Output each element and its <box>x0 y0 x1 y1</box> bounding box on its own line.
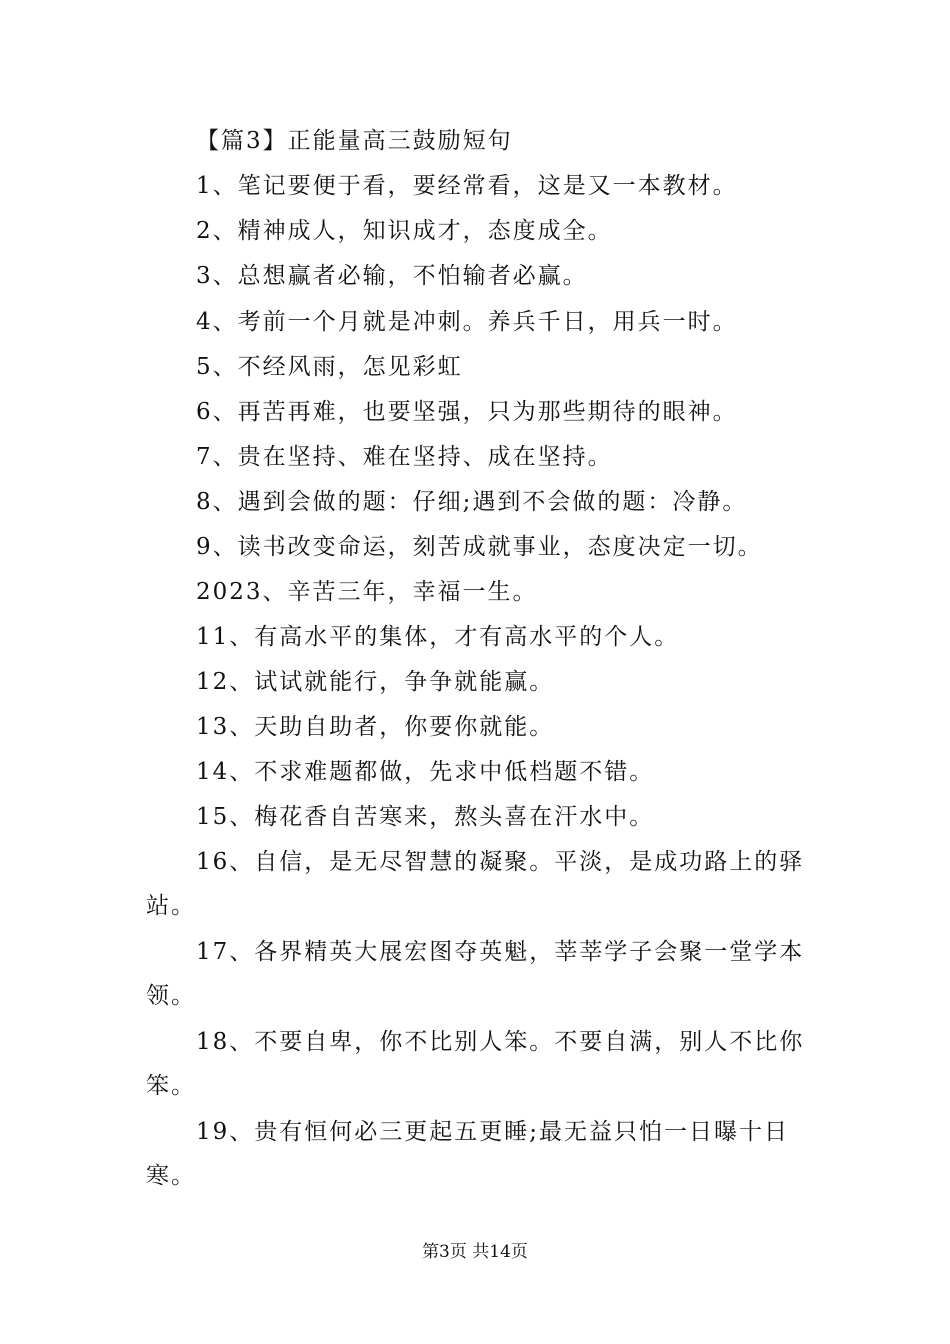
item-text-continued: 笨。 <box>146 1073 196 1099</box>
item-text: 13、天助自助者，你要你就能。 <box>196 714 555 740</box>
list-item <box>146 755 816 789</box>
item-text: 15、梅花香自苦寒来，熬头喜在汗水中。 <box>196 804 655 830</box>
item-text: 3、总想赢者必输，不怕输者必赢。 <box>196 263 588 289</box>
page-number-footer: 第3页 共14页 <box>422 1242 528 1262</box>
item-text: 19、贵有恒何必三更起五更睡;最无益只怕一日曝十日 <box>196 1119 790 1145</box>
item-text: 17、各界精英大展宏图夺英魁，莘莘学子会聚一堂学本 <box>196 939 805 965</box>
list-item <box>146 440 816 474</box>
section-title: 【篇3】正能量高三鼓励短句 <box>196 128 513 154</box>
list-item <box>146 259 816 293</box>
list-item <box>146 935 816 1013</box>
list-item <box>146 845 816 923</box>
item-text: 2、精神成人，知识成才，态度成全。 <box>196 218 613 244</box>
list-item <box>146 350 816 384</box>
item-text: 7、贵在坚持、难在坚持、成在坚持。 <box>196 444 613 470</box>
list-item <box>146 620 816 654</box>
list-item <box>146 169 816 203</box>
item-text: 9、读书改变命运，刻苦成就事业，态度决定一切。 <box>196 534 763 560</box>
list-item <box>146 1025 816 1103</box>
item-text: 8、遇到会做的题：仔细;遇到不会做的题：冷静。 <box>196 489 748 515</box>
item-text: 4、考前一个月就是冲刺。养兵千日，用兵一时。 <box>196 309 738 335</box>
item-text: 16、自信，是无尽智慧的凝聚。平淡，是成功路上的驿 <box>196 849 805 875</box>
item-text-continued: 领。 <box>146 983 196 1009</box>
list-item <box>146 575 816 609</box>
item-text: 5、不经风雨，怎见彩虹 <box>196 354 463 380</box>
item-text-continued: 站。 <box>146 893 196 919</box>
list-item <box>146 800 816 834</box>
list-item <box>146 710 816 744</box>
list-item <box>146 665 816 699</box>
list-item <box>146 305 816 339</box>
list-item <box>146 530 816 564</box>
list-item <box>146 395 816 429</box>
item-text: 18、不要自卑，你不比别人笨。不要自满，别人不比你 <box>196 1029 805 1055</box>
item-text: 1、笔记要便于看，要经常看，这是又一本教材。 <box>196 173 738 199</box>
item-text: 2023、辛苦三年，幸福一生。 <box>196 579 538 605</box>
item-text: 14、不求难题都做，先求中低档题不错。 <box>196 759 655 785</box>
item-text: 12、试试就能行，争争就能赢。 <box>196 669 555 695</box>
item-text-continued: 寒。 <box>146 1163 196 1189</box>
list-item <box>146 214 816 248</box>
item-text: 6、再苦再难，也要坚强，只为那些期待的眼神。 <box>196 399 738 425</box>
list-item <box>146 485 816 519</box>
list-item <box>146 1115 816 1193</box>
item-text: 11、有高水平的集体，才有高水平的个人。 <box>196 624 680 650</box>
